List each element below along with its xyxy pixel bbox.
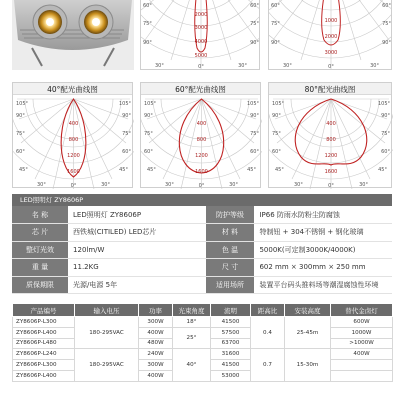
distance-height-ratio: 0.4 [251,317,285,349]
lumen-value: 53000 [211,370,251,381]
spec-key: 防护等级 [206,206,255,224]
radial-label: 3000 [194,25,208,31]
spec-value: 602 mm × 300mm × 250 mm [254,259,392,277]
radial-label: 1000 [324,18,338,24]
angle-label: 105° [246,101,259,107]
spec-row [12,224,392,242]
angle-label: 30° [370,63,379,69]
radial-label: 1600 [324,169,338,175]
angle-label: 105° [144,101,157,107]
lumen-value: 63700 [211,338,251,349]
product-row [13,317,393,328]
replacement-lamp: 1000W [331,327,393,338]
replacement-lamp [331,370,393,381]
lumen-value: 41500 [211,360,251,371]
install-height: 15-30m [285,349,331,381]
angle-label: 90° [143,40,152,46]
install-height: 25-45m [285,317,331,349]
spec-key: 色 温 [206,241,255,259]
spec-value: 西铁城(CITILED) LED芯片 [68,224,206,242]
column-header: 流明 [211,304,251,317]
input-voltage: 180-295VAC [75,317,139,349]
spec-key: 质保期限 [12,276,68,294]
spec-value: IP66 防雨水防粉尘防腐蚀 [254,206,392,224]
angle-label: 75° [250,21,259,27]
angle-label: 45° [247,167,256,173]
power-value: 300W [139,360,173,371]
lumen-value: 57500 [211,327,251,338]
angle-label: 45° [119,167,128,173]
spec-value: LED照明灯 ZY8606P [68,206,206,224]
spec-value: 5000K(可定制3000K/4000K) [254,241,392,259]
angle-label: 105° [272,101,285,107]
angle-label: 0° [328,64,334,70]
panel-title: 80°配光曲线图 [269,83,391,95]
angle-label: 45° [275,167,284,173]
spec-value: 装置平台码头推料场等潮湿腐蚀性环境 [254,276,392,294]
radial-label: 800 [326,137,336,143]
panel-title: 40°配光曲线图 [13,83,132,95]
product-code: ZY8606P-L300 [13,360,75,371]
angle-label: 75° [16,131,25,137]
input-voltage: 180-295VAC [75,349,139,381]
angle-label: 30° [101,182,110,188]
spec-value: 120lm/W [68,241,206,259]
radial-label: 800 [68,137,79,143]
angle-label: 105° [377,101,390,107]
angle-label: 30° [238,63,247,69]
angle-label: 60° [250,3,259,9]
column-header: 距高比 [251,304,285,317]
spec-row [12,259,392,277]
lumen-value: 41500 [211,317,251,328]
column-header: 安装高度 [285,304,331,317]
angle-label: 60° [381,149,390,155]
power-value: 400W [139,370,173,381]
distance-height-ratio: 0.7 [251,349,285,381]
angle-label: 30° [155,63,164,69]
product-table [12,303,393,382]
product-code: ZY8606P-L240 [13,349,75,360]
polar-panel-80 [268,82,392,188]
angle-label: 75° [144,131,153,137]
angle-label: 60° [122,149,131,155]
angle-label: 60° [382,3,391,9]
power-value: 240W [139,349,173,360]
angle-label: 90° [381,113,390,119]
panel-title: 60°配光曲线图 [141,83,260,95]
spec-key: 尺 寸 [206,259,255,277]
angle-label: 90° [144,113,153,119]
replacement-lamp: 400W [331,349,393,360]
angle-label: 75° [143,21,152,27]
angle-label: 30° [37,182,46,188]
radial-label: 1200 [324,153,338,159]
angle-label: 75° [381,131,390,137]
angle-label: 45° [19,167,28,173]
angle-label: 90° [250,40,259,46]
angle-label: 90° [382,40,391,46]
angle-label: 30° [165,182,174,188]
angle-label: 45° [378,167,387,173]
spec-row [12,241,392,259]
angle-label: 90° [250,113,259,119]
product-row [13,349,393,360]
product-code: ZY8606P-L300 [13,317,75,328]
power-value: 480W [139,338,173,349]
angle-label: 75° [271,21,280,27]
angle-label: 60° [16,149,25,155]
replacement-lamp [331,360,393,371]
radial-label: 1200 [67,153,80,159]
radial-label: 2000 [324,34,338,40]
angle-label: 45° [147,167,156,173]
product-table-header-row [13,304,393,317]
angle-label: 75° [272,131,281,137]
spec-key: 芯 片 [12,224,68,242]
replacement-lamp: 600W [331,317,393,328]
product-code: ZY8606P-L480 [13,338,75,349]
column-header: 替代金卤灯 [331,304,393,317]
radial-label: 1600 [67,169,80,175]
beam-angle: 25° [173,327,211,349]
angle-label: 60° [271,3,280,9]
spec-row [12,206,392,224]
lumen-value: 31600 [211,349,251,360]
radial-label: 1600 [195,169,208,175]
angle-label: 90° [272,113,281,119]
radial-label: 1200 [195,153,208,159]
angle-label: 60° [250,149,259,155]
polar-diagram-40 [13,95,134,189]
product-code: ZY8606P-L400 [13,370,75,381]
polar-diagram-top-middle [140,0,260,70]
angle-label: 105° [16,101,29,107]
beam-angle: 40° [173,349,211,381]
spec-key: 整灯光效 [12,241,68,259]
angle-label: 105° [118,101,131,107]
spec-table [12,206,392,294]
polar-diagram-80 [269,95,393,189]
spec-key: 重 量 [12,259,68,277]
column-header: 功率 [139,304,173,317]
angle-label: 60° [143,3,152,9]
column-header: 光束角度 [173,304,211,317]
angle-label: 30° [229,182,238,188]
angle-label: 75° [250,131,259,137]
spec-value: 11.2KG [68,259,206,277]
power-value: 400W [139,327,173,338]
polar-panel-40 [12,82,133,188]
product-code: ZY8606P-L400 [13,327,75,338]
polar-diagram-60 [141,95,262,189]
polar-diagram-top-right [268,0,392,70]
radial-label: 800 [196,137,207,143]
angle-label: 60° [272,149,281,155]
spec-value: 特制钮 + 304不锈钢 + 钢化玻璃 [254,224,392,242]
product-photo [12,0,134,70]
radial-label: 5000 [194,53,208,59]
radial-label: 4000 [194,39,208,45]
spec-key: 名 称 [12,206,68,224]
angle-label: 75° [122,131,131,137]
beam-angle: 18° [173,317,211,328]
angle-label: 60° [144,149,153,155]
radial-label: 400 [68,121,79,127]
angle-label: 30° [283,63,292,69]
spec-header-bar: LED照明灯 ZY8606P [12,194,392,206]
spec-key: 材 料 [206,224,255,242]
angle-label: 0° [328,183,334,189]
angle-label: 75° [382,21,391,27]
spec-row [12,276,392,294]
angle-label: 30° [294,182,303,188]
angle-label: 30° [359,182,368,188]
angle-label: 90° [122,113,131,119]
radial-label: 2000 [194,12,208,18]
replacement-lamp: >1000W [331,338,393,349]
column-header: 产品编号 [13,304,75,317]
polar-panel-60 [140,82,261,188]
angle-label: 0° [70,183,77,189]
spec-key: 适用场所 [206,276,255,294]
spec-value: 光源/电源 5年 [68,276,206,294]
column-header: 输入电压 [75,304,139,317]
angle-label: 90° [271,40,280,46]
top-strip [0,0,400,75]
angle-label: 0° [198,64,204,70]
product-row [13,327,393,338]
angle-label: 90° [16,113,25,119]
radial-label: 400 [326,121,336,127]
power-value: 300W [139,317,173,328]
angle-label: 0° [198,183,205,189]
radial-label: 400 [196,121,207,127]
radial-label: 3000 [324,50,338,56]
